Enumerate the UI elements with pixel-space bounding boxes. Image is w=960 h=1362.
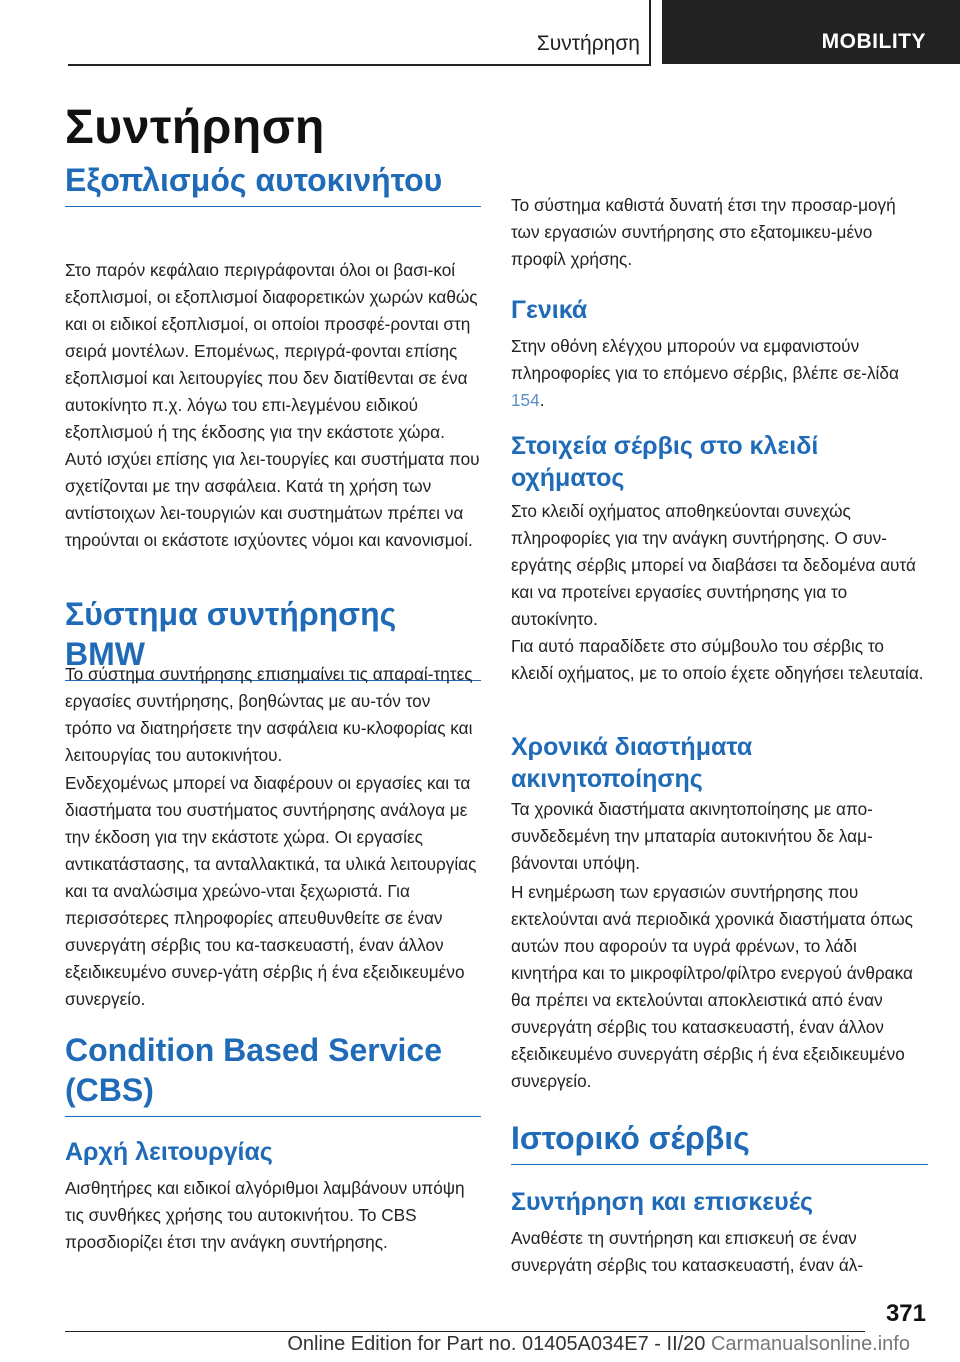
footer-edition: Online Edition for Part no. 01405A034E7 - II/20 Carmanualsonline.info bbox=[287, 1333, 910, 1355]
footer-watermark: Carmanualsonline.info bbox=[710, 1333, 910, 1355]
heading-bmw-maintenance: Σύστημα συντήρησης BMW bbox=[65, 594, 481, 681]
paragraph-key-service-data-2: Για αυτό παραδίδετε στο σύμβουλο του σέρβις το κλειδί οχήματος, με το οποίο έχετε οδηγήσει τελευταία. bbox=[511, 636, 924, 683]
paragraph-cbs-continued: Το σύστημα καθιστά δυνατή έτσι την προσαρ-μογή των εργασιών συντήρησης στο εξατομικευ-μένο προφίλ χρήσης. bbox=[511, 195, 896, 269]
header-chapter-tab bbox=[662, 0, 960, 64]
header-section-title: Συντήρηση bbox=[536, 32, 640, 55]
paragraph-operating-principle: Αισθητήρες και ειδικοί αλγόριθμοι λαμβάνουν υπόψη τις συνθήκες χρήσης του αυτοκινήτου. Το CBS προσδιορίζει έτσι την ανάγκη συντήρησης. bbox=[65, 1178, 465, 1252]
paragraph-general: Στην οθόνη ελέγχου μπορούν να εμφανιστούν πληροφορίες για το επόμενο σέρβις, βλέπε σε-λίδα 154. bbox=[511, 336, 899, 410]
heading-key-service-data: Στοιχεία σέρβις στο κλειδί οχήματος bbox=[511, 432, 819, 492]
heading-service-history: Ιστορικό σέρβις bbox=[511, 1118, 928, 1165]
heading-maintenance-repairs: Συντήρηση και επισκευές bbox=[511, 1188, 814, 1216]
heading-idle-intervals: Χρονικά διαστήματα ακινητοποίησης bbox=[511, 733, 753, 793]
page-title: Συντήρηση bbox=[65, 101, 325, 154]
heading-general: Γενικά bbox=[511, 296, 588, 324]
paragraph-bmw-maintenance-1: Το σύστημα συντήρησης επισημαίνει τις απαραί-τητες εργασίες συντήρησης, βοηθώντας με αυ-τόν τον τρόπο να διατηρήσετε την ασφάλεια κυ-κλοφορίας και λειτουργίας του αυτοκινήτου. bbox=[65, 664, 473, 765]
header-chapter-label: MOBILITY bbox=[821, 30, 926, 53]
heading-operating-principle: Αρχή λειτουργίας bbox=[65, 1138, 273, 1166]
paragraph-key-service-data-1: Στο κλειδί οχήματος αποθηκεύονται συνεχώς πληροφορίες για την ανάγκη συντήρησης. Ο συν-εργάτης σέρβις μπορεί να διαβάσει τα δεδομένα αυτά και να προτείνει εργασίες συντήρησης για το αυτοκίνητο. bbox=[511, 501, 916, 629]
paragraph-idle-intervals-2: Η ενημέρωση των εργασιών συντήρησης που εκτελούνται ανά περιοδικά χρονικά διαστήματα όπως αυτών που αφορούν τα υγρά φρένων, το λάδι κινητήρα και το μικροφίλτρο/φίλτρο ενεργού άνθρακα θα πρέπει να εκτελούνται αποκλειστικά από έναν συνεργάτη σέρβις του κατασκευαστή, έναν άλλον εξειδικευμένο συνεργάτη σέρβις ή ένα εξειδικευμένο συνεργείο. bbox=[511, 882, 913, 1091]
page-reference-link[interactable]: 154 bbox=[511, 390, 540, 410]
paragraph-vehicle-equipment: Στο παρόν κεφάλαιο περιγράφονται όλοι οι βασι-κοί εξοπλισμοί, οι εξοπλισμοί διαφορετικών χωρών καθώς και οι ειδικοί εξοπλισμοί, οι οποίοι προσφέ-ρονται στη σειρά μοντέλων. Επομένως, περιγρά-φονται επίσης εξοπλισμοί και λειτουργίες που δεν διατίθενται σε ένα αυτοκίνητο π.χ. λόγω του επι-λεγμένου ειδικού εξοπλισμού ή της έκδοσης για την εκάστοτε χώρα. Αυτό ισχύει επίσης για λει-τουργίες και συστήματα που σχετίζονται με την ασφάλεια. Κατά τη χρήση των αντίστοιχων λει-τουργιών και συστημάτων πρέπει να τηρούνται οι εκάστοτε ισχύοντες νόμοι και κανονισμοί. bbox=[65, 260, 480, 550]
page-number: 371 bbox=[885, 1300, 926, 1327]
paragraph-bmw-maintenance-2: Ενδεχομένως μπορεί να διαφέρουν οι εργασίες και τα διαστήματα του συστήματος συντήρησης ανάλογα με την έκδοση για την εκάστοτε χώρα. Οι εργασίες αντικατάστασης, τα ανταλλακτικά, τα υλικά λειτουργίας και τα αναλώσιμα χρεώνο-νται ξεχωριστά. Για περισσότερες πληροφορίες απευθυνθείτε σε έναν συνεργάτη σέρβις του κα-τασκευαστή, έναν άλλον εξειδικευμένο συνερ-γάτη σέρβις ή ένα εξειδικευμένο συνεργείο. bbox=[65, 773, 477, 1009]
heading-vehicle-equipment: Εξοπλισμός αυτοκινήτου bbox=[65, 160, 481, 207]
paragraph-idle-intervals-1: Τα χρονικά διαστήματα ακινητοποίησης με απο-συνδεδεμένη την μπαταρία αυτοκινήτου δε λαμ-βάνονται υπόψη. bbox=[511, 799, 873, 873]
footer-divider bbox=[65, 1331, 865, 1332]
heading-cbs: Condition Based Service (CBS) bbox=[65, 1030, 481, 1117]
paragraph-maintenance-repairs: Αναθέστε τη συντήρηση και επισκευή σε έναν συνεργάτη σέρβις του κατασκευαστή, έναν άλ- bbox=[511, 1228, 864, 1275]
